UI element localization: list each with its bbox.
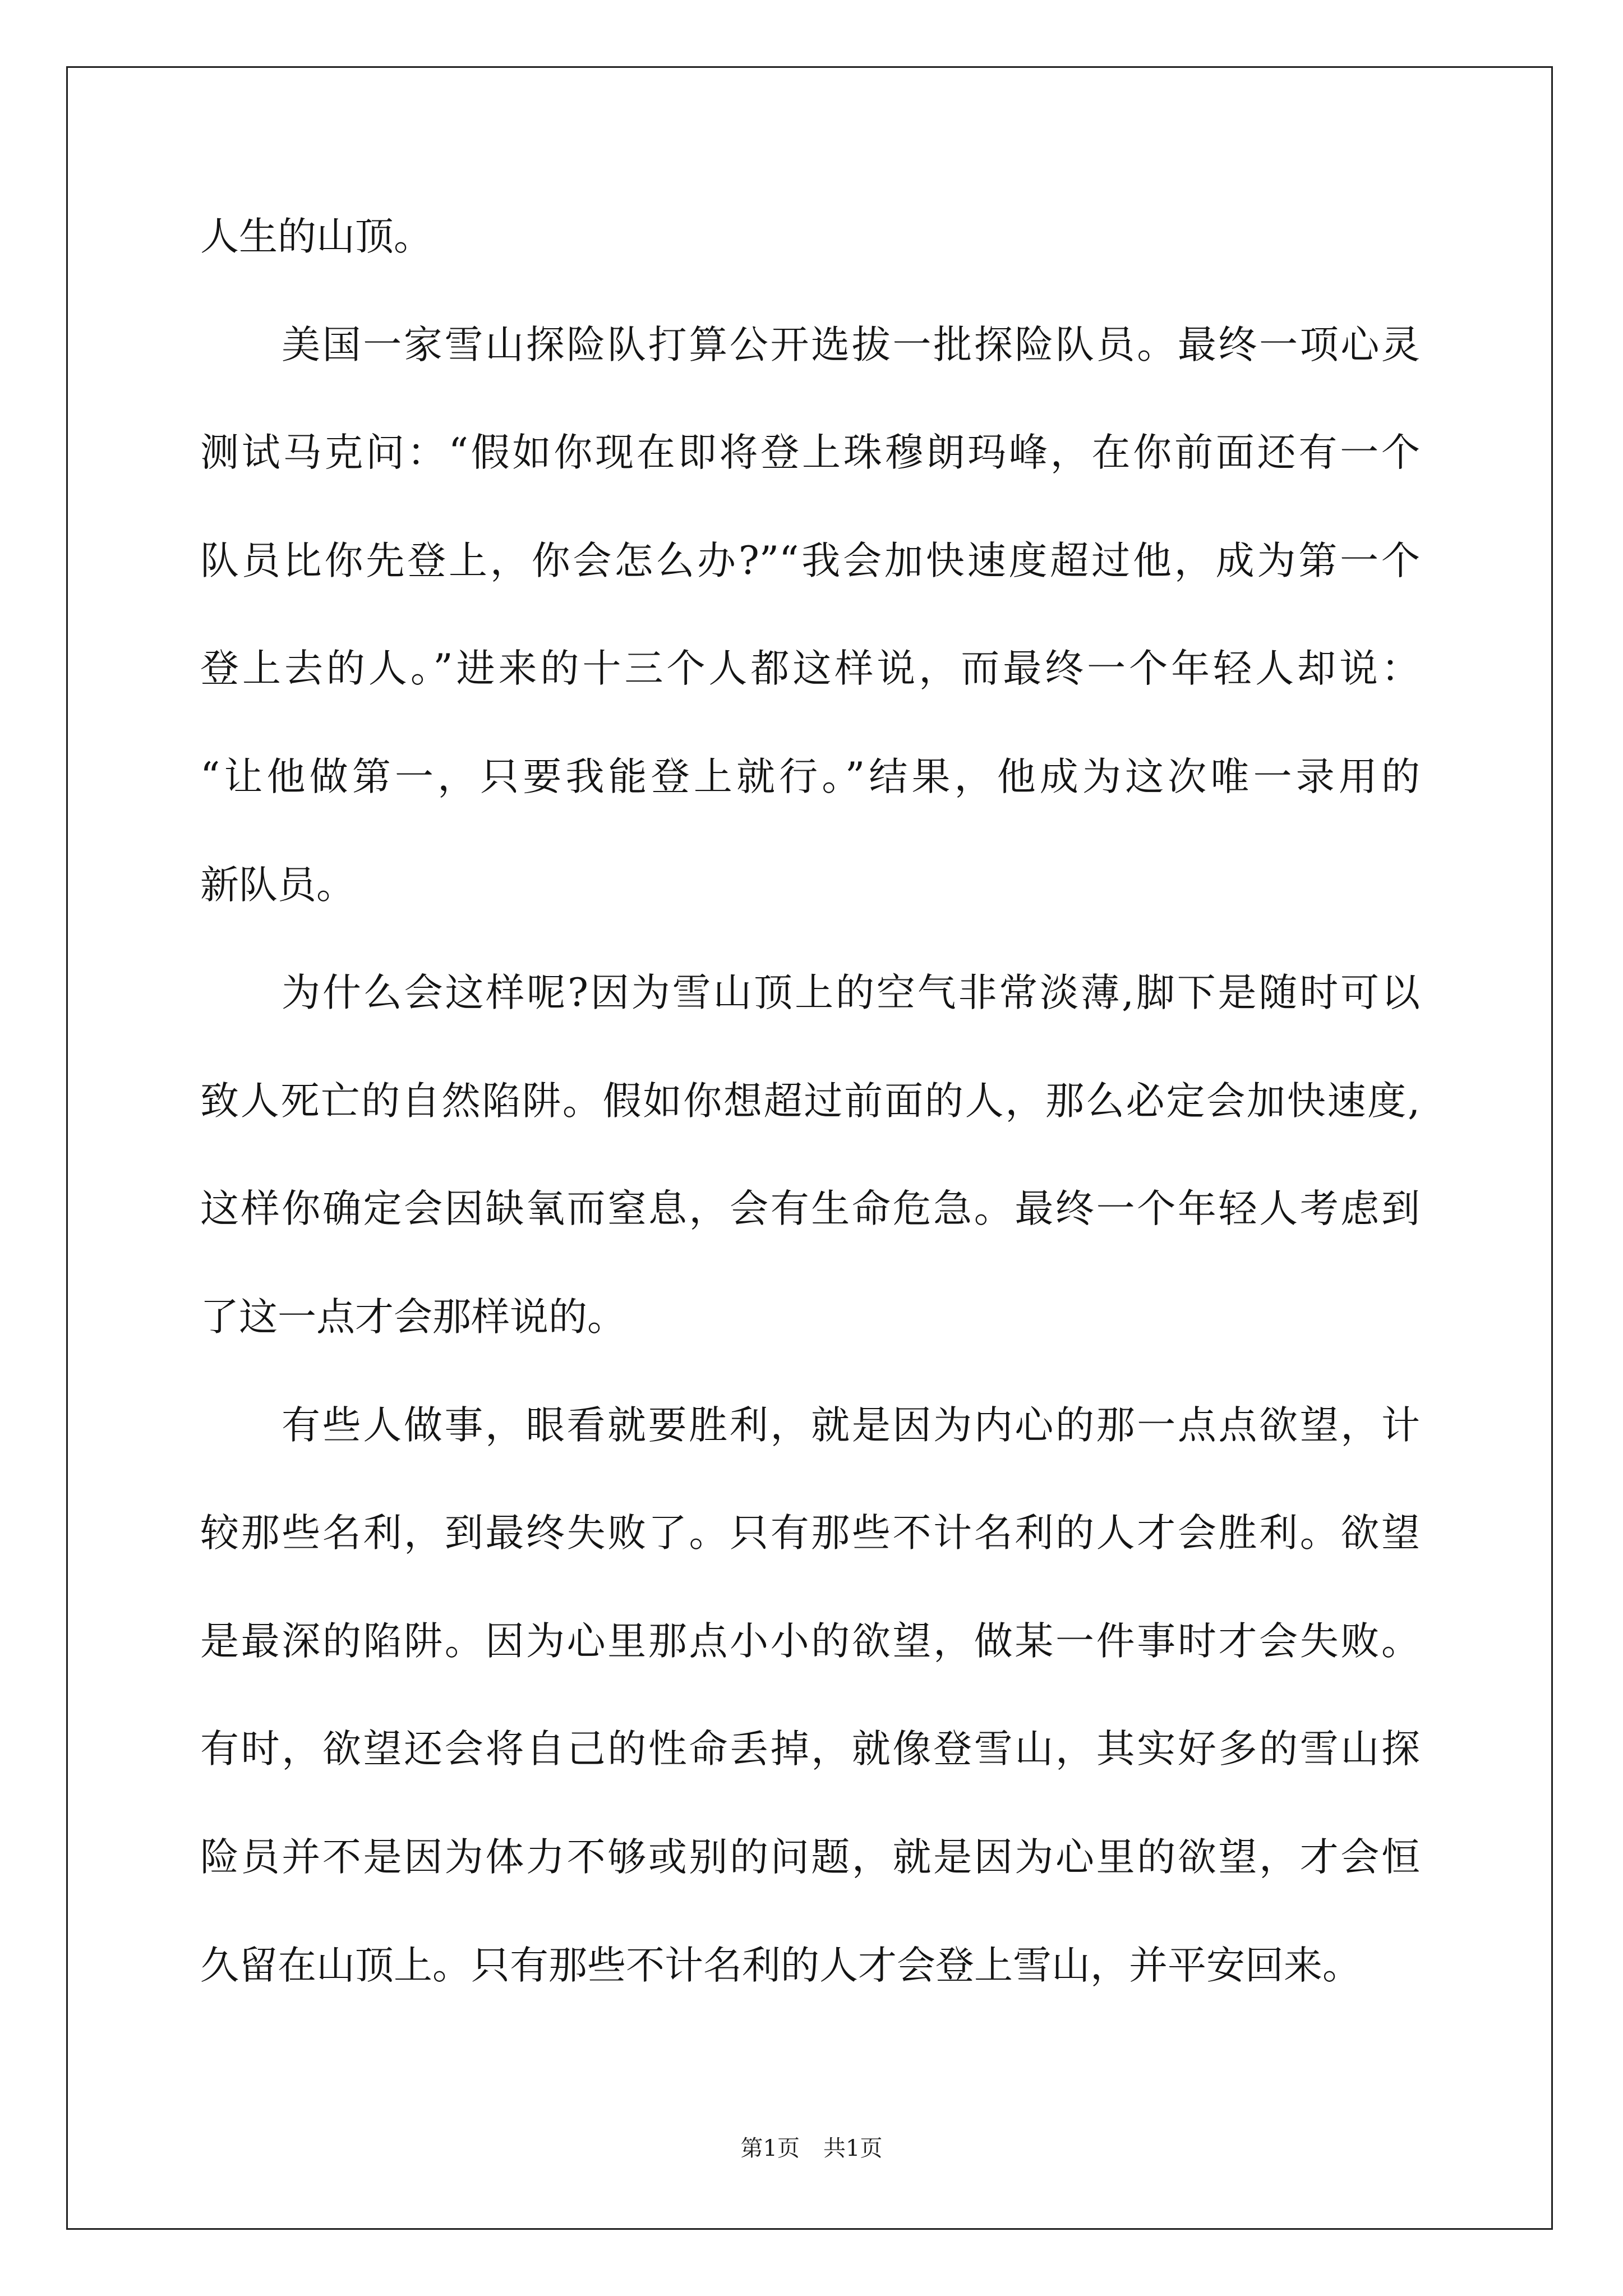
text-line: 登上去的人。”进来的十三个人都这样说，而最终一个年轻人却说：: [200, 646, 1420, 691]
text-line: 险员并不是因为体力不够或别的问题，就是因为心里的欲望，才会恒: [200, 1835, 1420, 1880]
page-number: 第1页: [740, 2136, 800, 2161]
text-line: 了这一点才会那样说的。: [200, 1295, 626, 1340]
text-line: 致人死亡的自然陷阱。假如你想超过前面的人，那么必定会加快速度,: [200, 1079, 1420, 1124]
text-line: 为什么会这样呢?因为雪山顶上的空气非常淡薄,脚下是随时可以: [282, 970, 1420, 1015]
text-line: 久留在山顶上。只有那些不计名利的人才会登上雪山，并平安回来。: [200, 1943, 1361, 1988]
text-line: 有时，欲望还会将自己的性命丢掉，就像登雪山，其实好多的雪山探: [200, 1727, 1420, 1772]
page-total: 共1页: [823, 2136, 883, 2161]
text-line: 这样你确定会因缺氧而窒息，会有生命危急。最终一个年轻人考虑到: [200, 1186, 1420, 1231]
text-line: 有些人做事，眼看就要胜利，就是因为内心的那一点点欲望，计: [282, 1403, 1420, 1448]
text-line: 新队员。: [200, 863, 355, 908]
text-line: 较那些名利，到最终失败了。只有那些不计名利的人才会胜利。欲望: [200, 1511, 1420, 1556]
text-line: “让他做第一，只要我能登上就行。”结果，他成为这次唯一录用的: [200, 754, 1420, 799]
text-line: 美国一家雪山探险队打算公开选拔一批探险队员。最终一项心灵: [282, 323, 1420, 367]
text-line: 测试马克问：“假如你现在即将登上珠穆朗玛峰，在你前面还有一个: [200, 430, 1420, 475]
text-line: 是最深的陷阱。因为心里那点小小的欲望，做某一件事时才会失败。: [200, 1619, 1420, 1664]
page-footer: [0, 2132, 1623, 2165]
text-line: 人生的山顶。: [200, 214, 432, 259]
text-line: 队员比你先登上，你会怎么办?”“我会加快速度超过他，成为第一个: [200, 539, 1420, 583]
